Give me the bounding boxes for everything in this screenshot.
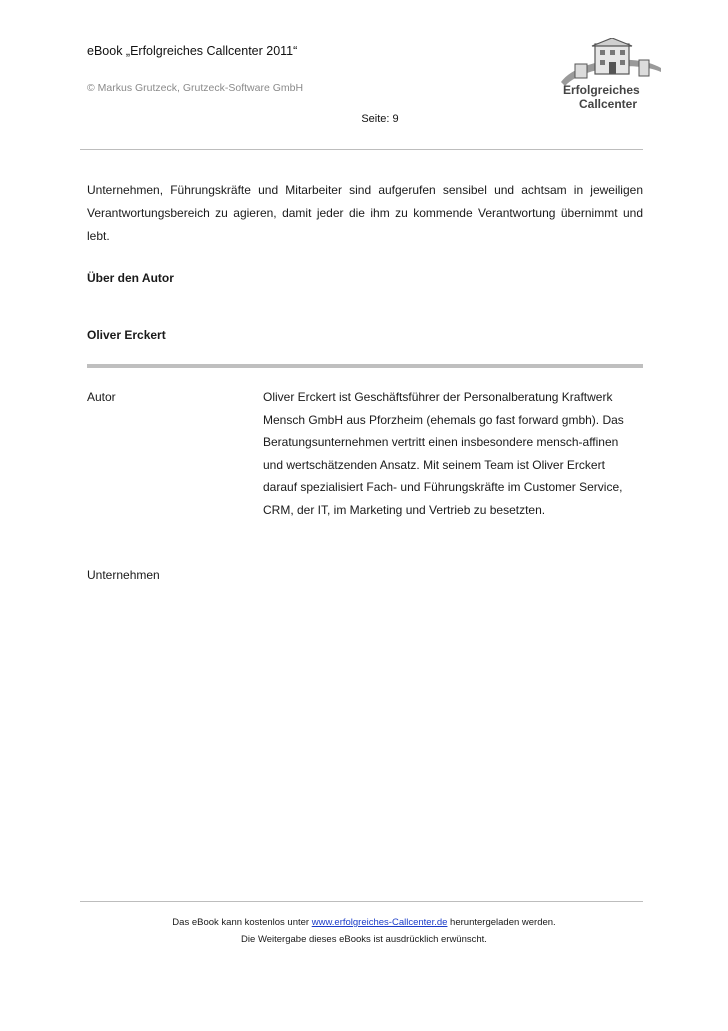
page-number: Seite: 9	[361, 113, 399, 125]
callcenter-logo	[555, 38, 665, 114]
author-name: Oliver Erckert	[87, 328, 166, 342]
ebook-title: eBook „Erfolgreiches Callcenter 2011“	[87, 44, 298, 58]
website-link[interactable]: www.erfolgreiches-Callcenter.de	[311, 917, 448, 928]
logo-text-line2: Callcenter	[579, 97, 638, 111]
footer-line-2: Die Weitergabe dieses eBooks ist ausdrücklich erwünscht.	[241, 934, 487, 945]
bio-line: darauf spezialisiert Fach- und Führungskräfte im Customer Service,	[263, 480, 623, 494]
footer-suffix: heruntergeladen werden.	[447, 917, 556, 928]
bio-line: CRM, der IT, im Marketing und Vertrieb zu besetzten.	[263, 502, 546, 517]
bio-line: und wertschätzenden Ansatz. Mit seinem Team ist Oliver Erckert	[263, 457, 605, 472]
footer-prefix: Das eBook kann kostenlos unter	[172, 917, 312, 928]
author-bio	[263, 386, 643, 521]
logo-text-line1: Erfolgreiches	[563, 83, 640, 97]
author-label: Autor	[87, 390, 116, 404]
footer-divider	[80, 901, 643, 902]
bio-line: Mensch GmbH aus Pforzheim (ehemals go fast forward gmbh). Das	[263, 412, 624, 427]
bio-line: Beratungsunternehmen vertritt einen insbesondere mensch-affinen	[263, 435, 619, 449]
footer-line-1	[0, 917, 728, 928]
author-divider	[87, 364, 643, 368]
copyright-line: © Markus Grutzeck, Grutzeck-Software GmbH	[87, 82, 304, 94]
logo-graphic	[555, 38, 665, 114]
company-label: Unternehmen	[87, 568, 160, 582]
intro-paragraph: Unternehmen, Führungskräfte und Mitarbeiter sind aufgerufen sensibel und achtsam in jeweiligen Verantwortungsbereich zu agieren, damit jeder die ihm zu kommende Verantwortung übernimmt und lebt.	[87, 183, 643, 243]
section-heading: Über den Autor	[87, 271, 174, 285]
header-divider	[80, 149, 643, 150]
bio-line: Oliver Erckert ist Geschäftsführer der Personalberatung Kraftwerk	[263, 390, 613, 404]
